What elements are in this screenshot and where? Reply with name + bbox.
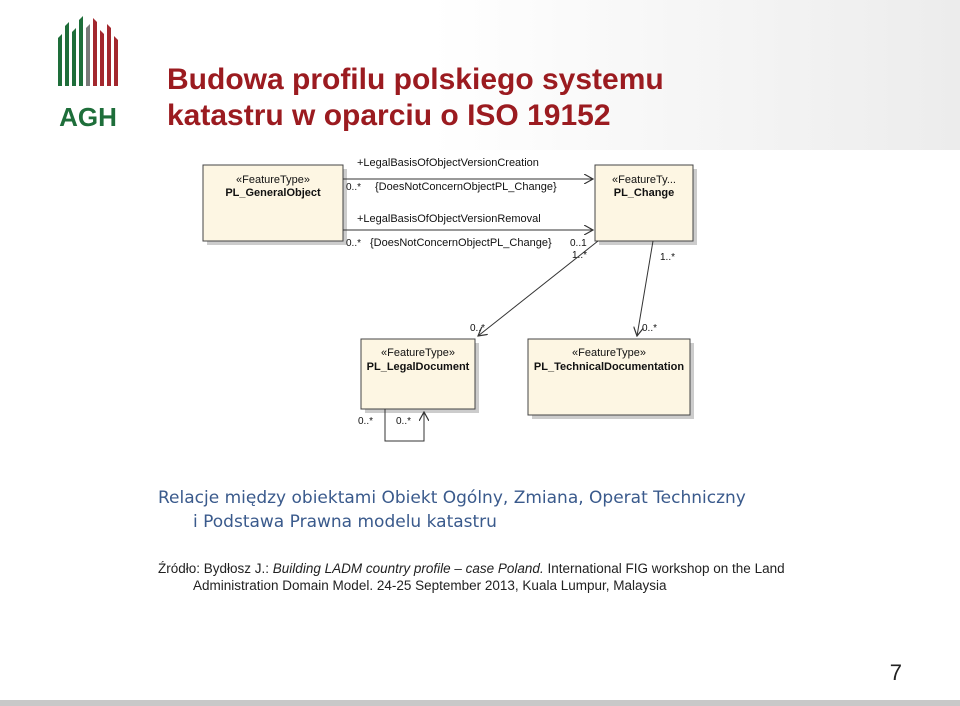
class-pl-change[interactable]: [595, 165, 697, 245]
diagram-caption: [158, 486, 838, 534]
class-pl-general-object[interactable]: [203, 165, 347, 245]
role-creation: +LegalBasisOfObjectVersionCreation: [357, 157, 539, 169]
association-change-tech: [637, 241, 675, 336]
mult-change-1: 1..*: [572, 250, 588, 261]
mult-legal: 0..*: [470, 323, 486, 334]
mult-change-2: 1..*: [660, 252, 676, 263]
mult-tech: 0..*: [642, 323, 658, 334]
constraint-removal: {DoesNotConcernObjectPL_Change}: [370, 237, 552, 249]
association-removal: [343, 213, 593, 249]
agh-logo: [52, 16, 124, 136]
logo-text: AGH: [59, 102, 117, 132]
slide-title: [167, 62, 927, 134]
source-line-2: Administration Domain Model. 24-25 September 2013, Kuala Lumpur, Malaysia: [193, 578, 667, 593]
class-stereotype: «FeatureTy...: [612, 174, 676, 186]
class-pl-technical-documentation[interactable]: [528, 339, 694, 419]
mult-creation: 0..*: [346, 182, 362, 193]
caption-line-2: i Podstawa Prawna modelu katastru: [193, 512, 497, 532]
class-name: PL_TechnicalDocumentation: [533, 361, 685, 373]
class-name: PL_GeneralObject: [225, 187, 321, 199]
class-stereotype: «FeatureType»: [236, 174, 310, 186]
source-citation: [158, 560, 898, 594]
association-change-legal: [470, 238, 598, 336]
association-self-legal: [358, 409, 424, 441]
logo-stripes: [58, 16, 118, 86]
source-prefix: Źródło: Bydłosz J.:: [158, 561, 273, 576]
title-line-1: Budowa profilu polskiego systemu: [167, 63, 664, 96]
mult-self-2: 0..*: [396, 416, 412, 427]
uml-diagram: [0, 150, 960, 450]
class-stereotype: «FeatureType»: [381, 347, 455, 359]
role-removal: +LegalBasisOfObjectVersionRemoval: [357, 213, 541, 225]
source-line-1: [158, 560, 898, 577]
association-creation: [343, 157, 593, 193]
source-title: Building LADM country profile – case Poland.: [272, 561, 544, 576]
mult-change-left: 0..1: [570, 238, 587, 249]
mult-self-1: 0..*: [358, 416, 374, 427]
class-stereotype: «FeatureType»: [572, 347, 646, 359]
bottom-bar: [0, 700, 960, 706]
page-number: 7: [889, 660, 902, 685]
class-pl-legal-document[interactable]: [361, 339, 479, 413]
source-rest: International FIG workshop on the Land: [543, 561, 785, 576]
class-name: PL_LegalDocument: [366, 361, 470, 373]
class-name: PL_Change: [613, 187, 675, 199]
mult-removal: 0..*: [346, 238, 362, 249]
caption-line-1: Relacje między obiektami Obiekt Ogólny, Zmiana, Operat Techniczny: [158, 488, 746, 508]
constraint-creation: {DoesNotConcernObjectPL_Change}: [375, 181, 557, 193]
title-line-2: katastru w oparciu o ISO 19152: [167, 99, 611, 132]
